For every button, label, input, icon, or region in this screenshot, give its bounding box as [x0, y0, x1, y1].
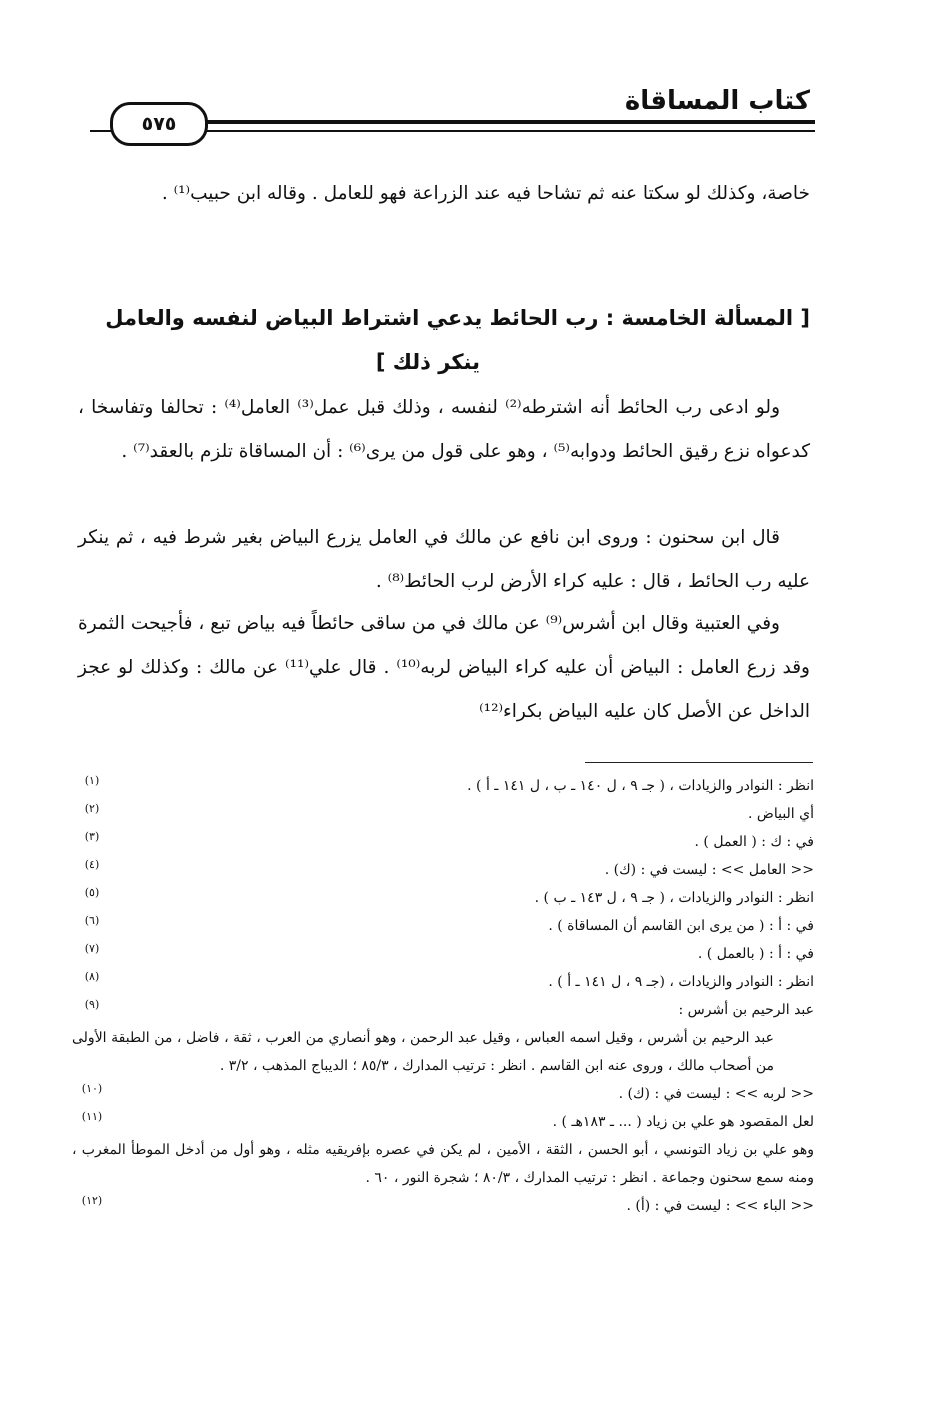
- footnote-separator: [585, 762, 813, 763]
- footnote-number: (١٢): [81, 1194, 103, 1207]
- header-rule: [185, 120, 815, 124]
- footnote-11-continuation: وهو علي بن زياد التونسي ، أبو الحسن ، الثقة ، الأمين ، لم يكن في عصره بإفريقيه مثله ، وهو أول من أدخل الموطأ المغرب ، ومنه سمع سحنون وجماعة . انظر : ترتيب المدارك ، ٨٠/٣ ؛ شجرة النور ، ٦٠ .: [72, 1142, 814, 1186]
- footnote-text: لعل المقصود هو علي بن زياد ( ... ـ ١٨٣هـ ) .: [552, 1114, 814, 1130]
- footnote-4: [72, 856, 814, 884]
- footnote-text: عبد الرحيم بن أشرس :: [678, 1002, 814, 1018]
- footnote-6: [72, 912, 814, 940]
- footnote-11: [72, 1108, 814, 1136]
- footnote-1: [72, 772, 814, 800]
- page-number: ٥٧٥: [141, 113, 177, 135]
- footnotes: [72, 772, 814, 1220]
- page-number-badge: [110, 102, 208, 146]
- footnote-text: << العامل >> : ليست في : (ك) .: [604, 862, 814, 878]
- footnote-number: (٩): [84, 998, 100, 1011]
- footnote-text: انظر : النوادر والزيادات ، (جـ ٩ ، ل ١٤١ ـ أ ) .: [548, 974, 814, 990]
- section-heading-line-2: ينكر ذلك ]: [375, 350, 480, 374]
- footnote-number: (١): [84, 774, 100, 787]
- footnote-text: انظر : النوادر والزيادات ، ( جـ ٩ ، ل ١٤٠ ـ ب ، ل ١٤١ ـ أ ) .: [467, 778, 814, 794]
- footnote-number: (٦): [84, 914, 100, 927]
- footnote-text: أي البياض .: [748, 806, 814, 822]
- footnote-9-continuation: عبد الرحيم بن أشرس ، وقيل اسمه العباس ، وقيل عبد الرحمن ، وهو أنصاري من العرب ، ثقة ، فاضل ، من الطبقة الأولى من أصحاب مالك ، وروى عنه ابن القاسم . انظر : ترتيب المدارك ، ٨٥/٣ ؛ الديباج المذهب ، ٣/٢ .: [72, 1030, 774, 1074]
- running-title: كتاب المساقاة: [624, 86, 810, 116]
- footnote-text: << لربه >> : ليست في : (ك) .: [618, 1086, 814, 1102]
- footnote-text: في : أ : ( بالعمل ) .: [697, 946, 814, 962]
- footnote-number: (٣): [84, 830, 100, 843]
- paragraph-2: ولو ادعى رب الحائط أنه اشترطه⁽²⁾ لنفسه ، وذلك قبل عمل⁽³⁾ العامل⁽⁴⁾ : تحالفا وتفاسخا ، كدعواه نزع رقيق الحائط ودوابه⁽⁵⁾ ، وهو على قول من يرى⁽⁶⁾ : أن المساقاة تلزم بالعقد⁽⁷⁾ .: [78, 397, 810, 462]
- footnote-number: (٥): [84, 886, 100, 899]
- footnote-12: [72, 1192, 814, 1220]
- footnote-number: (٢): [84, 802, 100, 815]
- section-heading-line-1: [ المسألة الخامسة : رب الحائط يدعي اشتراط البياض لنفسه والعامل: [105, 306, 810, 330]
- section-heading: [78, 296, 810, 384]
- footnote-number: (١١): [81, 1110, 103, 1123]
- footnote-9: [72, 996, 814, 1024]
- footnote-7: [72, 940, 814, 968]
- footnote-2: [72, 800, 814, 828]
- paragraph-3: قال ابن سحنون : وروى ابن نافع عن مالك في العامل يزرع البياض بغير شرط فيه ، ثم ينكر عليه رب الحائط ، قال : عليه كراء الأرض لرب الحائط⁽⁸⁾ .: [78, 527, 810, 592]
- footnote-text: في : أ : ( من يرى ابن القاسم أن المساقاة ) .: [548, 918, 814, 934]
- paragraph-1: خاصة، وكذلك لو سكتا عنه ثم تشاحا فيه عند الزراعة فهو للعامل . وقاله ابن حبيب⁽¹⁾ .: [161, 183, 810, 204]
- footnote-3: [72, 828, 814, 856]
- footnote-number: (١٠): [81, 1082, 103, 1095]
- footnote-number: (٧): [84, 942, 100, 955]
- page-header: [85, 80, 815, 160]
- footnote-10: [72, 1080, 814, 1108]
- footnote-number: (٨): [84, 970, 100, 983]
- paragraph-4: وفي العتبية وقال ابن أشرس⁽⁹⁾ عن مالك في من ساقى حائطاً فيه بياض تبع ، فأجيحت الثمرة وقد زرع العامل : البياض أن عليه كراء البياض لربه⁽¹⁰⁾ . قال علي⁽¹¹⁾ عن مالك : وكذلك لو عجز الداخل عن الأصل كان عليه البياض بكراء⁽¹²⁾: [78, 613, 810, 722]
- footnote-text: << الباء >> : ليست في : (أ) .: [626, 1198, 814, 1214]
- footnote-5: [72, 884, 814, 912]
- footnote-number: (٤): [84, 858, 100, 871]
- footnote-text: في : ك : ( العمل ) .: [694, 834, 814, 850]
- footnote-text: انظر : النوادر والزيادات ، ( جـ ٩ ، ل ١٤٣ ـ ب ) .: [534, 890, 814, 906]
- footnote-8: [72, 968, 814, 996]
